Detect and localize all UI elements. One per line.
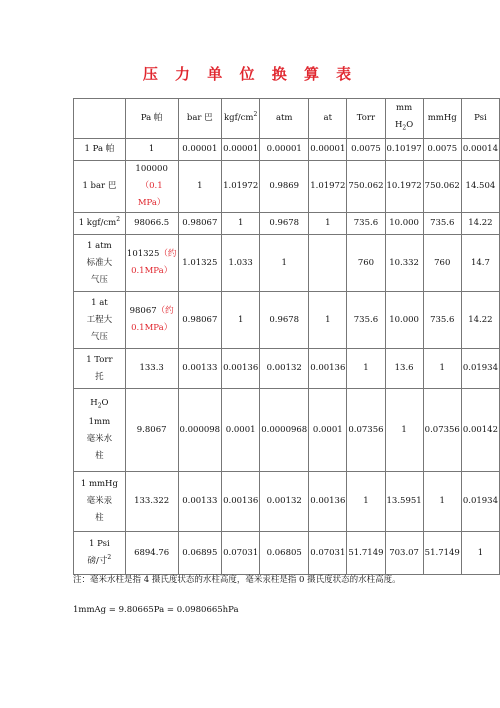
table-cell: 1 xyxy=(125,139,178,161)
row-label: 1 Psi 磅/寸$^2$ xyxy=(74,532,126,575)
table-cell: 0.98067 xyxy=(178,213,222,235)
table-cell: 10.000 xyxy=(385,292,423,349)
table-cell: 98066.5 xyxy=(125,213,178,235)
table-cell: 14.22 xyxy=(461,292,499,349)
col-header-kgf: kgf/$cm^2$ xyxy=(222,99,260,139)
table-cell: 0.00136 xyxy=(309,349,347,389)
table-cell: 760 xyxy=(423,235,461,292)
table-cell: 0.07031 xyxy=(222,532,260,575)
table-cell: 1 xyxy=(347,349,385,389)
table-cell: 0.07031 xyxy=(309,532,347,575)
col-header-mmh2o: mm $H_2O$ xyxy=(385,99,423,139)
row-label: 1 kgf/$cm^2$ xyxy=(74,213,126,235)
table-cell: 1.033 xyxy=(222,235,260,292)
table-cell: 760 xyxy=(347,235,385,292)
table-cell: 0.00001 xyxy=(178,139,222,161)
table-cell: 1 xyxy=(423,472,461,532)
table-cell: 101325（约 0.1MPa） xyxy=(125,235,178,292)
table-cell: 100000（0.1 MPa） xyxy=(125,161,178,213)
table-row xyxy=(74,139,500,161)
table-cell: 0.0075 xyxy=(347,139,385,161)
table-cell: 0.00132 xyxy=(260,349,309,389)
table-cell: 750.062 xyxy=(423,161,461,213)
formula-note: 1mmAg = 9.80665Pa = 0.0980665hPa xyxy=(73,605,239,615)
table-cell: 0.00001 xyxy=(222,139,260,161)
col-header-bar: bar 巴 xyxy=(178,99,222,139)
table-cell: 1 xyxy=(309,213,347,235)
table-cell: 735.6 xyxy=(423,292,461,349)
pressure-conversion-table xyxy=(73,98,500,575)
table-row xyxy=(74,389,500,472)
table-cell: 14.504 xyxy=(461,161,499,213)
table-cell: 0.0001 xyxy=(309,389,347,472)
table-cell: 13.6 xyxy=(385,349,423,389)
table-cell: 1 xyxy=(423,349,461,389)
row-label: 1 mmHg 毫米汞 柱 xyxy=(74,472,126,532)
row-label: 1 Torr 托 xyxy=(74,349,126,389)
table-cell: 9.8067 xyxy=(125,389,178,472)
table-cell: 1 xyxy=(347,472,385,532)
table-cell: 14.7 xyxy=(461,235,499,292)
table-cell: 1.01325 xyxy=(178,235,222,292)
table-row xyxy=(74,292,500,349)
table-row xyxy=(74,235,500,292)
footnote: 注：毫米水柱是指 4 摄氏度状态的水柱高度，毫米汞柱是指 0 摄氏度状态的水柱高度。 xyxy=(73,575,401,585)
table-cell: 0.00133 xyxy=(178,472,222,532)
table-cell: 0.000098 xyxy=(178,389,222,472)
table-cell: 1 xyxy=(260,235,309,292)
table-cell: 0.07356 xyxy=(423,389,461,472)
table-cell: 1 xyxy=(222,213,260,235)
table-cell: 0.98067 xyxy=(178,292,222,349)
table-cell: 0.00001 xyxy=(260,139,309,161)
table-row xyxy=(74,532,500,575)
col-header-at: at xyxy=(309,99,347,139)
table-cell: 0.01934 xyxy=(461,472,499,532)
table-cell: 6894.76 xyxy=(125,532,178,575)
table-cell: 1 xyxy=(309,292,347,349)
table-cell: 10.000 xyxy=(385,213,423,235)
table-cell: 0.00132 xyxy=(260,472,309,532)
table-cell: 133.3 xyxy=(125,349,178,389)
table-row xyxy=(74,349,500,389)
col-header-pa: Pa 帕 xyxy=(125,99,178,139)
table-cell: 735.6 xyxy=(423,213,461,235)
table-cell: 133.322 xyxy=(125,472,178,532)
table-cell: 0.9869 xyxy=(260,161,309,213)
table-cell: 0.0000968 xyxy=(260,389,309,472)
table-cell: 1 xyxy=(385,389,423,472)
col-header-torr: Torr xyxy=(347,99,385,139)
table-cell: 0.0001 xyxy=(222,389,260,472)
table-cell: 703.07 xyxy=(385,532,423,575)
table-row xyxy=(74,161,500,213)
table-cell: 0.9678 xyxy=(260,292,309,349)
table-cell: 1.01972 xyxy=(222,161,260,213)
table-cell: 0.9678 xyxy=(260,213,309,235)
table-cell: 51.7149 xyxy=(423,532,461,575)
table-cell: 0.06895 xyxy=(178,532,222,575)
col-header-atm: atm xyxy=(260,99,309,139)
header-row xyxy=(74,99,500,139)
table-row xyxy=(74,472,500,532)
table-cell: 735.6 xyxy=(347,292,385,349)
row-label: 1 atm 标准大 气压 xyxy=(74,235,126,292)
table-cell: 0.06805 xyxy=(260,532,309,575)
table-cell: 0.00014 xyxy=(461,139,499,161)
table-cell: 0.00001 xyxy=(309,139,347,161)
table-cell: 750.062 xyxy=(347,161,385,213)
page-title: 压 力 单 位 换 算 表 xyxy=(142,65,358,83)
table-cell: 1 xyxy=(461,532,499,575)
table-cell: 10.332 xyxy=(385,235,423,292)
corner-cell xyxy=(74,99,126,139)
table-cell: 0.00142 xyxy=(461,389,499,472)
col-header-psi: Psi xyxy=(461,99,499,139)
table-cell: 735.6 xyxy=(347,213,385,235)
table-cell: 0.01934 xyxy=(461,349,499,389)
table-cell: 0.00136 xyxy=(222,472,260,532)
table-cell: 98067（约 0.1MPa） xyxy=(125,292,178,349)
table-cell: 10.1972 xyxy=(385,161,423,213)
table-cell xyxy=(309,235,347,292)
table-cell: 0.07356 xyxy=(347,389,385,472)
table-cell: 13.5951 xyxy=(385,472,423,532)
row-label: $H_2O$ 1mm 毫米水 柱 xyxy=(74,389,126,472)
table-row xyxy=(74,213,500,235)
table-cell: 0.0075 xyxy=(423,139,461,161)
table-cell: 1.01972 xyxy=(309,161,347,213)
table-cell: 51.7149 xyxy=(347,532,385,575)
table-cell: 0.00136 xyxy=(309,472,347,532)
row-label: 1 bar 巴 xyxy=(74,161,126,213)
col-header-mmhg: mmHg xyxy=(423,99,461,139)
table-cell: 0.00136 xyxy=(222,349,260,389)
table-cell: 1 xyxy=(178,161,222,213)
table-cell: 1 xyxy=(222,292,260,349)
table-cell: 14.22 xyxy=(461,213,499,235)
row-label: 1 at 工程大 气压 xyxy=(74,292,126,349)
table-cell: 0.00133 xyxy=(178,349,222,389)
row-label: 1 Pa 帕 xyxy=(74,139,126,161)
table-cell: 0.10197 xyxy=(385,139,423,161)
